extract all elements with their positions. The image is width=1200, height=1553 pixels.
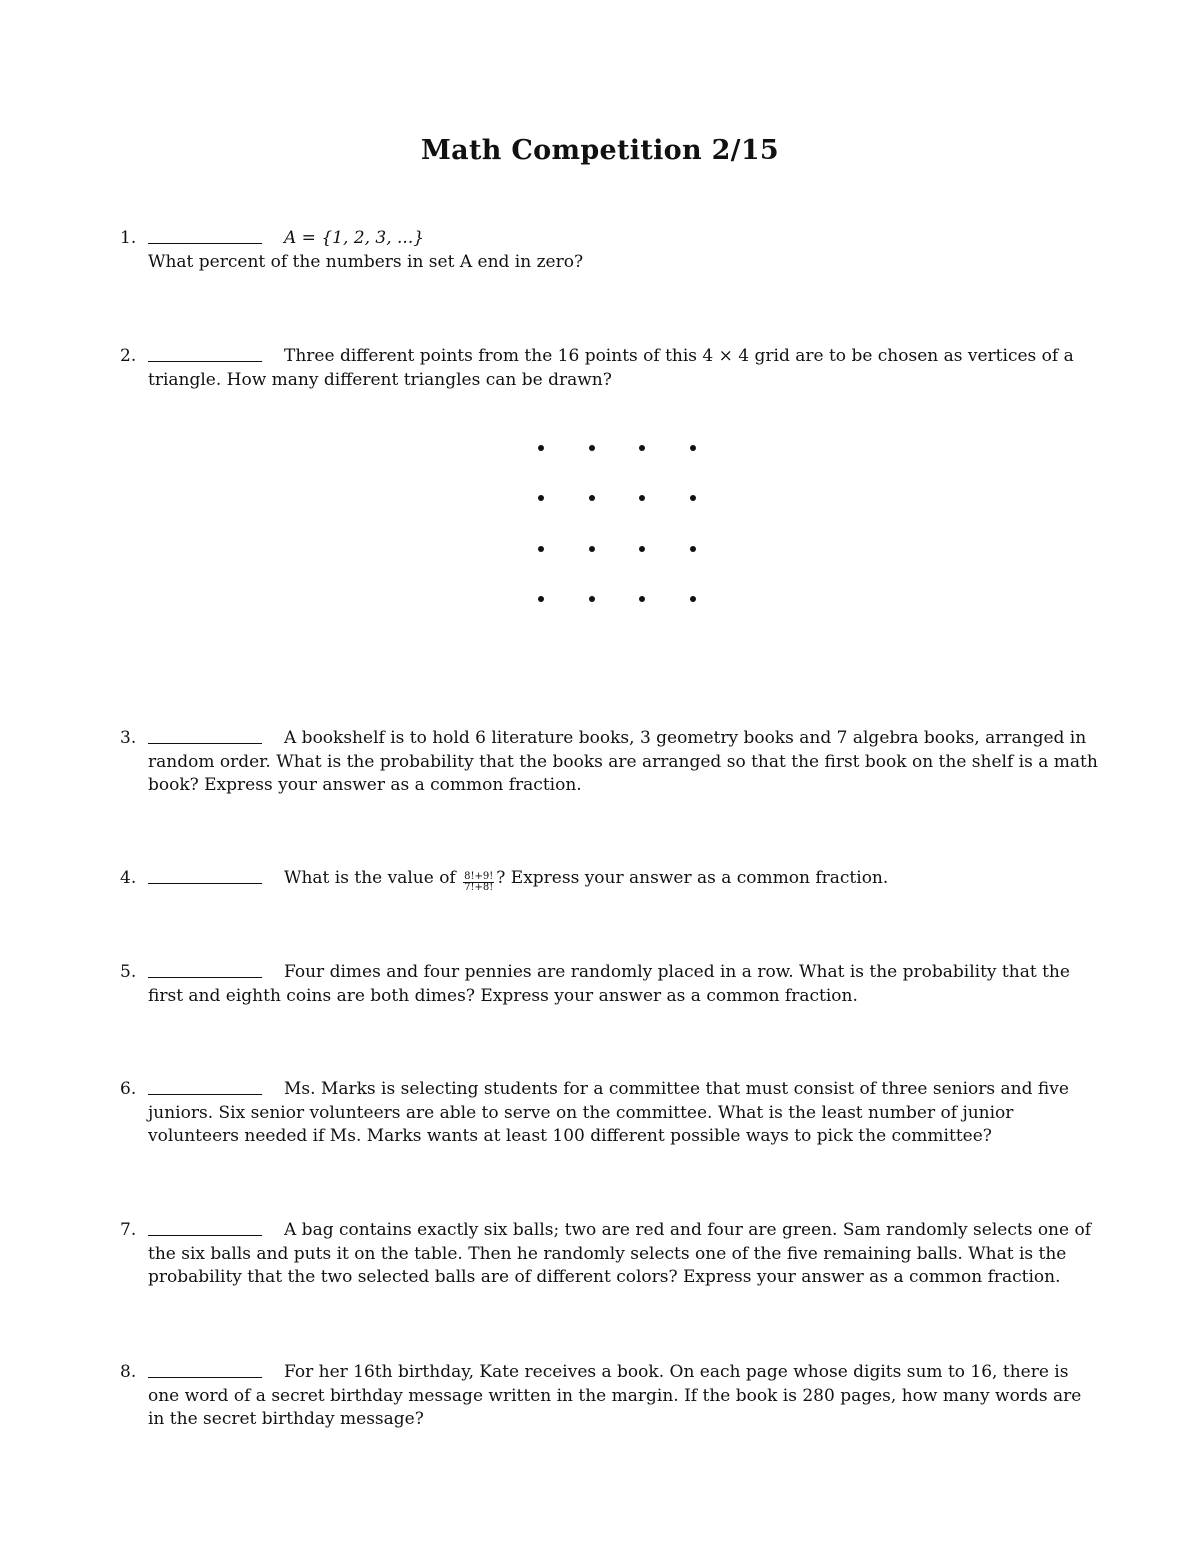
grid-dot bbox=[538, 495, 544, 501]
problem-text: Ms. Marks is selecting students for a committee that must consist of three seniors and five juniors. Six senior volunteers are able to serve on the committee. What is the least number of junior volunteers needed if Ms. Marks wants at least 100 different possible ways to pick the committee? bbox=[148, 1079, 1069, 1146]
problem-number: 5. bbox=[120, 962, 137, 982]
answer-blank[interactable] bbox=[148, 1377, 262, 1378]
problem-number: 6. bbox=[120, 1079, 137, 1099]
problem-8 bbox=[120, 1361, 1100, 1432]
answer-blank[interactable] bbox=[148, 1094, 262, 1095]
grid-dot bbox=[639, 596, 645, 602]
grid-dot bbox=[589, 596, 595, 602]
fraction-numerator: 8!+9! bbox=[464, 871, 494, 882]
answer-blank[interactable] bbox=[148, 743, 262, 744]
problem-4 bbox=[120, 867, 1100, 893]
grid-dot bbox=[589, 546, 595, 552]
problem-text: A bookshelf is to hold 6 literature books, 3 geometry books and 7 algebra books, arranged in random order. What is the probability that the books are arranged so that the first book on the shelf is a math book? Express your answer as a common fraction. bbox=[148, 728, 1098, 795]
answer-blank[interactable] bbox=[148, 1235, 262, 1236]
fraction-denominator: 7!+8! bbox=[464, 882, 494, 893]
question-text-tail: ? Express your answer as a common fraction. bbox=[496, 868, 889, 888]
problem-2 bbox=[120, 345, 1100, 392]
problem-text bbox=[148, 227, 1100, 274]
problem-6 bbox=[120, 1078, 1100, 1149]
problem-text: For her 16th birthday, Kate receives a book. On each page whose digits sum to 16, there is one word of a secret birthday message written in the margin. If the book is 280 pages, how many words are in the secret birthday message? bbox=[148, 1362, 1082, 1429]
grid-dot bbox=[538, 596, 544, 602]
set-definition: A = {1, 2, 3, ...} bbox=[284, 228, 425, 248]
problem-text: Four dimes and four pennies are randomly placed in a row. What is the probability that the first and eighth coins are both dimes? Express your answer as a common fraction. bbox=[148, 962, 1070, 1006]
answer-blank[interactable] bbox=[148, 883, 262, 884]
problem-number: 1. bbox=[120, 228, 137, 248]
problem-number: 3. bbox=[120, 728, 137, 748]
problem-number: 7. bbox=[120, 1220, 137, 1240]
grid-dot bbox=[538, 445, 544, 451]
page-title: Math Competition 2/15 bbox=[420, 135, 780, 166]
problem-number: 8. bbox=[120, 1362, 137, 1382]
grid-dot bbox=[690, 596, 696, 602]
problem-3 bbox=[120, 727, 1100, 798]
grid-dot bbox=[589, 445, 595, 451]
grid-dot bbox=[690, 445, 696, 451]
answer-blank[interactable] bbox=[148, 361, 262, 362]
problem-text: A bag contains exactly six balls; two are red and four are green. Sam randomly selects one of the six balls and puts it on the table. Then he randomly selects one of the five remaining balls. What is the probability that the two selected balls are of different colors? Express your answer as a common fraction. bbox=[148, 1220, 1091, 1287]
answer-blank[interactable] bbox=[148, 977, 262, 978]
problem-5 bbox=[120, 961, 1100, 1008]
grid-dot bbox=[589, 495, 595, 501]
problem-number: 4. bbox=[120, 868, 137, 888]
problem-7 bbox=[120, 1219, 1100, 1290]
dot-grid bbox=[520, 430, 720, 620]
grid-dot bbox=[690, 495, 696, 501]
problem-text bbox=[148, 867, 1100, 893]
grid-dot bbox=[639, 546, 645, 552]
problem-number: 2. bbox=[120, 346, 137, 366]
answer-blank[interactable] bbox=[148, 243, 262, 244]
problem-1 bbox=[120, 227, 1100, 274]
grid-dot bbox=[639, 445, 645, 451]
question-text: What is the value of bbox=[284, 868, 456, 888]
grid-dot bbox=[639, 495, 645, 501]
factorial-fraction bbox=[463, 872, 494, 893]
grid-dot bbox=[690, 546, 696, 552]
question-text: What percent of the numbers in set A end in zero? bbox=[148, 251, 584, 272]
problem-text: Three different points from the 16 points of this 4 × 4 grid are to be chosen as vertices of a triangle. How many different triangles can be drawn? bbox=[148, 346, 1074, 390]
grid-dot bbox=[538, 546, 544, 552]
